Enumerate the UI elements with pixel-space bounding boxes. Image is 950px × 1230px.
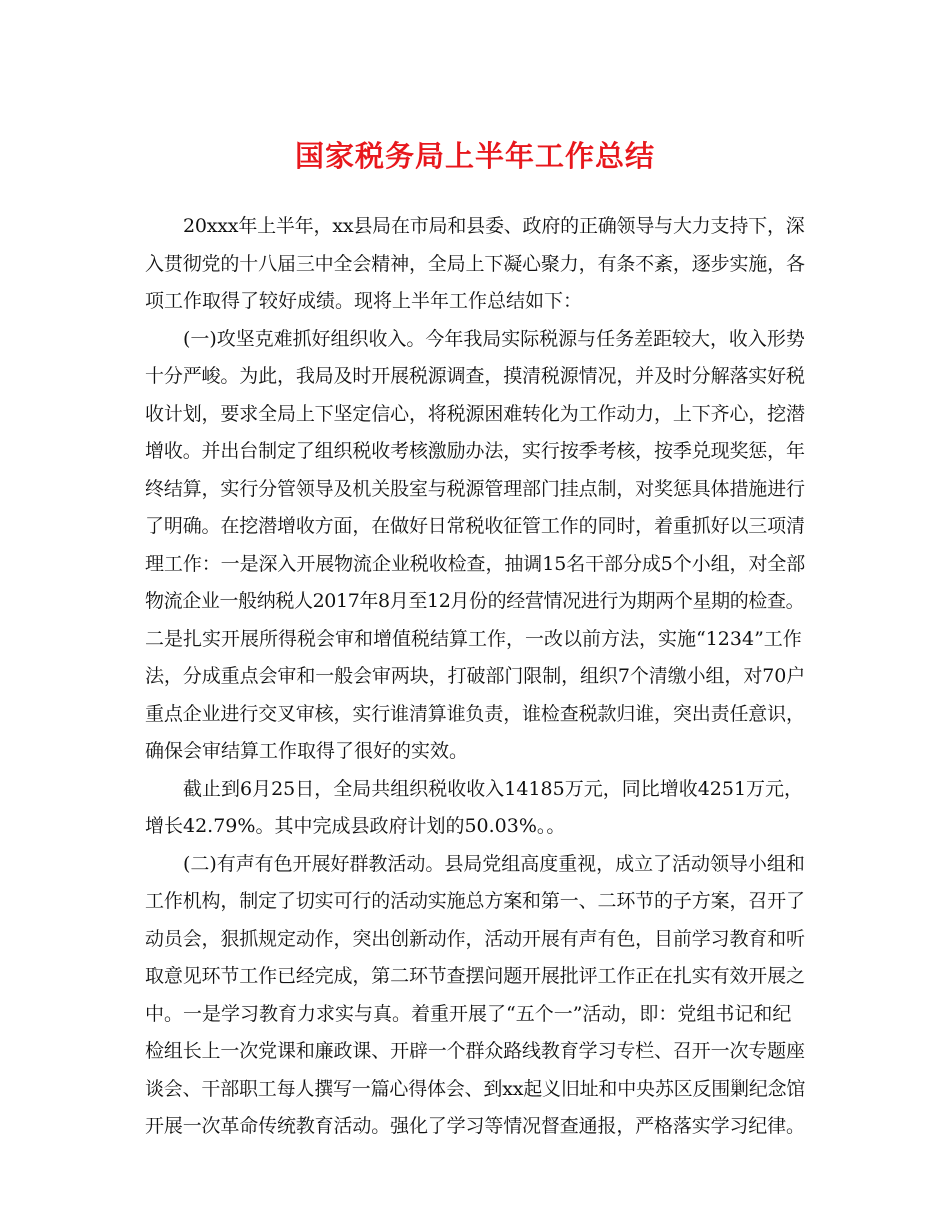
document-text-line: 项工作取得了较好成绩。现将上半年工作总结如下：	[145, 290, 583, 312]
document-text-line: 开展一次革命传统教育活动。强化了学习等情况督查通报，严格落实学习纪律。	[145, 1115, 805, 1137]
document-text-line: 重点企业进行交叉审核，实行谁清算谁负责，谁检查税款归谁，突出责任意识，	[145, 702, 805, 725]
document-text-line: 增长42.79%。其中完成县政府计划的50.03%。。	[145, 815, 566, 837]
document-text-line: 增收。并出台制定了组织税收考核激励办法，实行按季考核，按季兑现奖惩，年	[145, 440, 805, 462]
document-text-line: 收计划，要求全局上下坚定信心，将税源困难转化为工作动力，上下齐心，挖潜	[145, 402, 805, 425]
document-text-line: 工作机构，制定了切实可行的活动实施总方案和第一、二环节的子方案，召开了	[145, 890, 805, 912]
document-text-line: 动员会，狠抓规定动作，突出创新动作，活动开展有声有色，目前学习教育和听	[145, 927, 805, 950]
document-text-line: 确保会审结算工作取得了很好的实效。	[145, 740, 469, 762]
document-text-line: 取意见环节工作已经完成，第二环节查摆问题开展批评工作正在扎实有效开展之	[145, 965, 805, 987]
document-text-line: 中。一是学习教育力求实与真。着重开展了“五个一”活动，即：党组书记和纪	[145, 1002, 792, 1025]
document-text-line: 二是扎实开展所得税会审和增值税结算工作，一改以前方法，实施“1234”工作	[145, 627, 802, 650]
document-text-line: 法，分成重点会审和一般会审两块，打破部门限制，组织7个清缴小组，对70户	[145, 665, 805, 687]
document-body	[145, 208, 805, 1146]
document-text-line: 理工作：一是深入开展物流企业税收检查，抽调15名干部分成5个小组，对全部	[145, 552, 805, 575]
document-text-line: (一)攻坚克难抓好组织收入。今年我局实际税源与任务差距较大，收入形势	[183, 327, 805, 350]
document-text-line: 20xxx年上半年，xx县局在市局和县委、政府的正确领导与大力支持下，深	[183, 215, 805, 237]
document-text-line: 谈会、干部职工每人撰写一篇心得体会、到xx起义旧址和中央苏区反围剿纪念馆	[145, 1077, 805, 1100]
document-text-line: 了明确。在挖潜增收方面，在做好日常税收征管工作的同时，着重抓好以三项清	[145, 515, 805, 537]
document-text-line: 检组长上一次党课和廉政课、开辟一个群众路线教育学习专栏、召开一次专题座	[145, 1040, 805, 1062]
document-text-line: 物流企业一般纳税人2017年8月至12月份的经营情况进行为期两个星期的检查。	[145, 590, 805, 612]
document-text-line: 十分严峻。为此，我局及时开展税源调查，摸清税源情况，并及时分解落实好税	[145, 365, 805, 387]
document-title: 国家税务局上半年工作总结	[294, 139, 655, 173]
document-text-line: 截止到6月25日，全局共组织税收收入14185万元，同比增收4251万元，	[183, 777, 804, 800]
document-text-line: 入贯彻党的十八届三中全会精神，全局上下凝心聚力，有条不紊，逐步实施，各	[145, 252, 805, 275]
document-text-line: (二)有声有色开展好群教活动。县局党组高度重视，成立了活动领导小组和	[183, 852, 805, 875]
document-text-line: 终结算，实行分管领导及机关股室与税源管理部门挂点制，对奖惩具体措施进行	[145, 477, 805, 500]
